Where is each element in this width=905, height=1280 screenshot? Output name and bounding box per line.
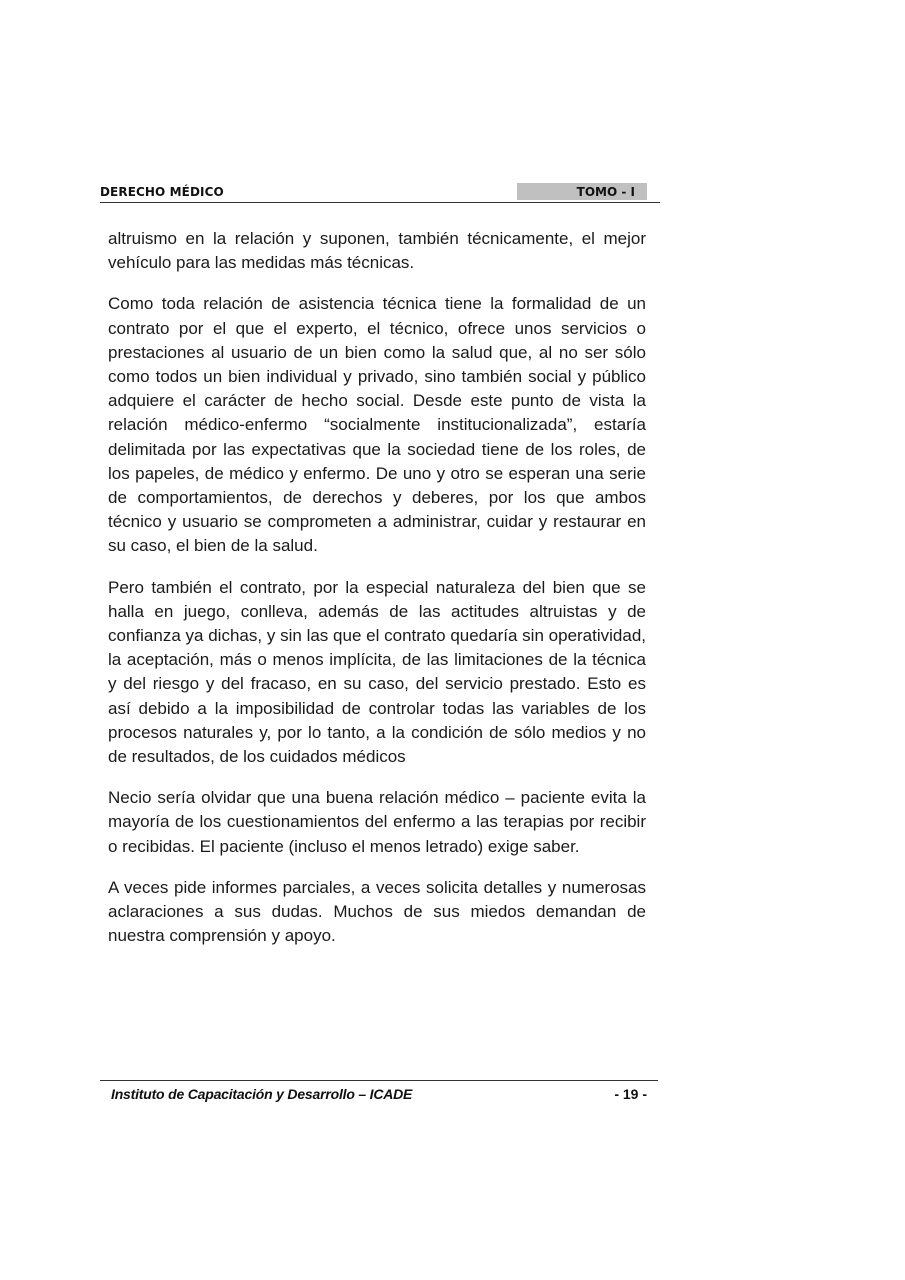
page-footer: [100, 1080, 658, 1107]
page-number: - 19 -: [614, 1086, 647, 1102]
paragraph: A veces pide informes parciales, a veces solicita detalles y numerosas aclaraciones a sus dudas. Muchos de sus miedos demandan de nuestra comprensión y apoyo.: [108, 877, 646, 946]
paragraph: Necio sería olvidar que una buena relación médico – paciente evita la mayoría de los cuestionamientos del enfermo a las terapias por recibir o recibidas. El paciente (incluso el menos letrado) exige saber.: [108, 788, 646, 856]
body-text: [108, 227, 646, 965]
paragraph: Pero también el contrato, por la especial naturaleza del bien que se halla en juego, conlleva, además de las actitudes altruistas y de confianza ya dichas, y sin las que el contrato quedaría sin operatividad, la aceptación, más o menos implícita, de las limitaciones de la técnica y del riesgo y del fracaso, en su caso, del servicio prestado. Esto es así debido a la imposibilidad de controlar todas las variables de los procesos naturales y, por lo tanto, a la condición de sólo medios y no de resultados, de los cuidados médicos: [108, 577, 646, 767]
header-title: DERECHO MÉDICO: [100, 185, 224, 199]
paragraph: Como toda relación de asistencia técnica tiene la formalidad de un contrato por el que el experto, el técnico, ofrece unos servicios o prestaciones al usuario de un bien como la salud que, al no ser sólo como todos un bien individual y privado, sino también social y público adquiere el carácter de hecho social. Desde este punto de vista la relación médico-enfermo “socialmente institucionalizada”, estaría delimitada por las expectativas que la sociedad tiene de los roles, de los papeles, de médico y enfermo. De uno y otro se esperan una serie de comportamientos, de derechos y deberes, por los que ambos técnico y usuario se comprometen a administrar, cuidar y restaurar en su caso, el bien de la salud.: [108, 294, 646, 556]
paragraph: altruismo en la relación y suponen, también técnicamente, el mejor vehículo para las medidas más técnicas.: [108, 229, 646, 273]
footer-institution: Instituto de Capacitación y Desarrollo – ICADE: [111, 1086, 413, 1102]
page-header: [100, 182, 660, 203]
header-volume-label: TOMO - I: [576, 185, 635, 199]
header-volume-box: [517, 183, 647, 200]
